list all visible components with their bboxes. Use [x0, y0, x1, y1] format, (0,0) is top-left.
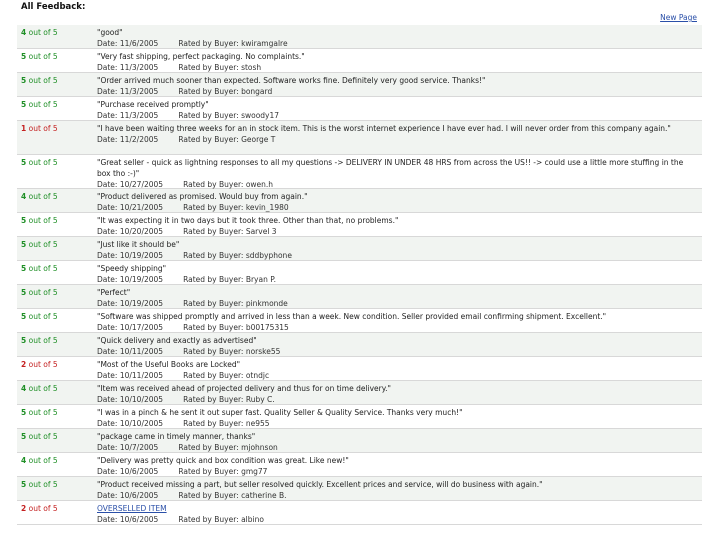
feedback-row — [17, 261, 702, 285]
rating-cell — [17, 309, 97, 332]
rated-by-label: Rated by Buyer: — [178, 467, 239, 476]
feedback-date: 11/3/2005 — [119, 111, 159, 120]
rated-by-label: Rated by Buyer: — [183, 347, 244, 356]
rating-cell — [17, 405, 97, 428]
feedback-row — [17, 453, 702, 477]
rating-suffix: out of 5 — [28, 192, 58, 201]
feedback-row — [17, 121, 702, 155]
feedback-date: 10/10/2005 — [119, 395, 164, 404]
rated-by-label: Rated by Buyer: — [178, 135, 239, 144]
feedback-comment: "It was expecting it in two days but it took three. Other than that, no problems." — [97, 216, 399, 225]
feedback-meta — [97, 38, 698, 49]
feedback-meta — [97, 298, 698, 309]
feedback-row — [17, 501, 702, 525]
feedback-row — [17, 357, 702, 381]
feedback-comment: "package came in timely manner, thanks" — [97, 432, 256, 441]
rated-by-label: Rated by Buyer: — [183, 275, 244, 284]
rating-suffix: out of 5 — [28, 408, 58, 417]
rating-value: 5 — [21, 336, 27, 345]
buyer-name: b00175315 — [245, 323, 289, 332]
rated-by-label: Rated by Buyer: — [183, 203, 244, 212]
rating-suffix: out of 5 — [28, 264, 58, 273]
rating-cell — [17, 285, 97, 308]
rating-value: 1 — [21, 124, 27, 133]
rated-by-label: Rated by Buyer: — [178, 87, 239, 96]
feedback-body — [97, 213, 702, 236]
date-label: Date: — [97, 251, 118, 260]
date-label: Date: — [97, 111, 118, 120]
rating-cell — [17, 237, 97, 260]
rating-cell — [17, 501, 97, 524]
rating-value: 2 — [21, 360, 27, 369]
feedback-meta — [97, 86, 698, 97]
feedback-date: 10/20/2005 — [119, 227, 164, 236]
page-title: All Feedback: — [21, 2, 86, 12]
feedback-row — [17, 285, 702, 309]
buyer-name: sddbyphone — [245, 251, 292, 260]
feedback-body — [97, 121, 702, 154]
date-label: Date: — [97, 63, 118, 72]
feedback-body — [97, 357, 702, 380]
rating-cell — [17, 453, 97, 476]
feedback-meta — [97, 110, 698, 121]
rating-suffix: out of 5 — [28, 28, 58, 37]
feedback-meta — [97, 322, 698, 333]
feedback-comment: "I was in a pinch & he sent it out super fast. Quality Seller & Quality Service. Thanks very much!" — [97, 408, 463, 417]
feedback-body — [97, 453, 702, 476]
date-label: Date: — [97, 180, 118, 189]
rating-suffix: out of 5 — [28, 456, 58, 465]
rating-value: 5 — [21, 216, 27, 225]
rating-suffix: out of 5 — [28, 76, 58, 85]
buyer-name: stosh — [241, 63, 262, 72]
feedback-date: 10/6/2005 — [119, 491, 159, 500]
date-label: Date: — [97, 347, 118, 356]
rating-suffix: out of 5 — [28, 480, 58, 489]
feedback-row — [17, 477, 702, 501]
feedback-body — [97, 405, 702, 428]
feedback-comment: "Great seller - quick as lightning responses to all my questions -> DELIVERY IN UNDER 48 HRS from across the US!! -> could use a little more stuffing in the box tho :-)" — [97, 158, 684, 178]
rating-value: 4 — [21, 192, 27, 201]
date-label: Date: — [97, 135, 118, 144]
feedback-comment: "good" — [97, 28, 123, 37]
date-label: Date: — [97, 443, 118, 452]
feedback-meta — [97, 394, 698, 405]
feedback-meta — [97, 346, 698, 357]
date-label: Date: — [97, 275, 118, 284]
feedback-comment: "Product received missing a part, but seller resolved quickly. Excellent prices and service, will do business with again." — [97, 480, 543, 489]
buyer-name: swoody17 — [241, 111, 280, 120]
rating-cell — [17, 357, 97, 380]
rating-suffix: out of 5 — [28, 52, 58, 61]
date-label: Date: — [97, 371, 118, 380]
rating-cell — [17, 477, 97, 500]
feedback-body — [97, 237, 702, 260]
feedback-date: 11/2/2005 — [119, 135, 159, 144]
date-label: Date: — [97, 227, 118, 236]
feedback-body — [97, 429, 702, 452]
rating-value: 5 — [21, 432, 27, 441]
feedback-row — [17, 405, 702, 429]
buyer-name: bongard — [241, 87, 273, 96]
rating-value: 4 — [21, 456, 27, 465]
feedback-date: 10/19/2005 — [119, 251, 164, 260]
feedback-body — [97, 155, 702, 188]
rated-by-label: Rated by Buyer: — [183, 323, 244, 332]
buyer-name: Sarvel 3 — [245, 227, 277, 236]
rating-value: 5 — [21, 100, 27, 109]
date-label: Date: — [97, 467, 118, 476]
rating-suffix: out of 5 — [28, 432, 58, 441]
feedback-body — [97, 309, 702, 332]
rating-value: 2 — [21, 504, 27, 513]
feedback-body — [97, 333, 702, 356]
rating-cell — [17, 49, 97, 72]
feedback-list — [17, 25, 702, 525]
buyer-name: kevin_1980 — [245, 203, 289, 212]
rating-value: 5 — [21, 264, 27, 273]
buyer-name: kwiramgalre — [241, 39, 288, 48]
feedback-date: 11/3/2005 — [119, 63, 159, 72]
buyer-name: catherine B. — [241, 491, 287, 500]
feedback-row — [17, 333, 702, 357]
date-label: Date: — [97, 87, 118, 96]
feedback-comment: "Product delivered as promised. Would buy from again." — [97, 192, 308, 201]
feedback-row — [17, 213, 702, 237]
rated-by-label: Rated by Buyer: — [183, 299, 244, 308]
date-label: Date: — [97, 323, 118, 332]
feedback-comment: "Delivery was pretty quick and box condition was great. Like new!" — [97, 456, 349, 465]
feedback-comment: "I have been waiting three weeks for an in stock item. This is the worst internet experience I have ever had. I will never order from this company again." — [97, 124, 671, 133]
rating-suffix: out of 5 — [28, 288, 58, 297]
feedback-body — [97, 501, 702, 524]
feedback-date: 10/19/2005 — [119, 299, 164, 308]
feedback-comment: "Order arrived much sooner than expected. Software works fine. Definitely very good service. Thanks!" — [97, 76, 486, 85]
rating-cell — [17, 25, 97, 48]
date-label: Date: — [97, 299, 118, 308]
feedback-row — [17, 309, 702, 333]
rating-cell — [17, 189, 97, 212]
rating-value: 5 — [21, 480, 27, 489]
rating-value: 5 — [21, 76, 27, 85]
feedback-date: 10/6/2005 — [119, 467, 159, 476]
feedback-meta — [97, 274, 698, 285]
feedback-date: 10/11/2005 — [119, 371, 164, 380]
feedback-body — [97, 261, 702, 284]
rating-value: 4 — [21, 28, 27, 37]
rating-cell — [17, 381, 97, 404]
feedback-body — [97, 477, 702, 500]
date-label: Date: — [97, 395, 118, 404]
feedback-comment: "Quick delivery and exactly as advertised" — [97, 336, 257, 345]
rating-cell — [17, 121, 97, 154]
buyer-name: Ruby C. — [245, 395, 275, 404]
rating-suffix: out of 5 — [28, 240, 58, 249]
rated-by-label: Rated by Buyer: — [183, 371, 244, 380]
buyer-name: owen.h — [245, 180, 274, 189]
feedback-body — [97, 97, 702, 120]
feedback-comment: "Software was shipped promptly and arrived in less than a week. New condition. Seller provided email confirming shipment. Excellent." — [97, 312, 607, 321]
buyer-name: albino — [241, 515, 264, 524]
feedback-date: 10/6/2005 — [119, 515, 159, 524]
buyer-name: gmg77 — [241, 467, 268, 476]
buyer-name: pinkmonde — [245, 299, 288, 308]
feedback-date: 10/27/2005 — [119, 180, 164, 189]
feedback-date: 10/10/2005 — [119, 419, 164, 428]
feedback-date: 11/6/2005 — [119, 39, 159, 48]
feedback-row — [17, 73, 702, 97]
rated-by-label: Rated by Buyer: — [183, 227, 244, 236]
feedback-meta — [97, 250, 698, 261]
feedback-body — [97, 285, 702, 308]
feedback-comment: "Item was received ahead of projected delivery and thus for on time delivery." — [97, 384, 391, 393]
rated-by-label: Rated by Buyer: — [183, 395, 244, 404]
feedback-comment: "Perfect" — [97, 288, 131, 297]
buyer-name: otndjc — [245, 371, 270, 380]
date-label: Date: — [97, 491, 118, 500]
feedback-comment: "Very fast shipping, perfect packaging. No complaints." — [97, 52, 305, 61]
rating-suffix: out of 5 — [28, 384, 58, 393]
buyer-name: mjohnson — [241, 443, 278, 452]
buyer-name: norske55 — [245, 347, 281, 356]
feedback-body — [97, 25, 702, 48]
feedback-row — [17, 381, 702, 405]
rated-by-label: Rated by Buyer: — [178, 39, 239, 48]
feedback-comment: "Purchase received promptly" — [97, 100, 209, 109]
date-label: Date: — [97, 203, 118, 212]
rating-value: 5 — [21, 288, 27, 297]
feedback-row — [17, 49, 702, 73]
rating-cell — [17, 429, 97, 452]
rating-suffix: out of 5 — [28, 124, 58, 133]
rating-cell — [17, 333, 97, 356]
rating-suffix: out of 5 — [28, 216, 58, 225]
rated-by-label: Rated by Buyer: — [178, 63, 239, 72]
feedback-date: 11/3/2005 — [119, 87, 159, 96]
rating-value: 5 — [21, 240, 27, 249]
rating-value: 4 — [21, 384, 27, 393]
buyer-name: George T — [241, 135, 276, 144]
rating-suffix: out of 5 — [28, 158, 58, 167]
feedback-meta — [97, 370, 698, 381]
feedback-comment: "Most of the Useful Books are Locked" — [97, 360, 241, 369]
feedback-body — [97, 73, 702, 96]
feedback-row — [17, 189, 702, 213]
feedback-date: 10/21/2005 — [119, 203, 164, 212]
feedback-date: 10/17/2005 — [119, 323, 164, 332]
feedback-comment[interactable]: OVERSELLED ITEM — [97, 504, 167, 513]
rating-suffix: out of 5 — [28, 360, 58, 369]
feedback-meta — [97, 418, 698, 429]
rating-cell — [17, 213, 97, 236]
feedback-date: 10/7/2005 — [119, 443, 159, 452]
feedback-meta — [97, 442, 698, 453]
feedback-body — [97, 49, 702, 72]
rating-suffix: out of 5 — [28, 100, 58, 109]
rated-by-label: Rated by Buyer: — [183, 180, 244, 189]
feedback-meta — [97, 490, 698, 501]
date-label: Date: — [97, 39, 118, 48]
feedback-row — [17, 25, 702, 49]
new-page-link[interactable]: New Page — [660, 13, 697, 22]
feedback-meta — [97, 226, 698, 237]
feedback-comment: "Speedy shipping" — [97, 264, 167, 273]
rating-cell — [17, 261, 97, 284]
feedback-meta — [97, 202, 698, 213]
rated-by-label: Rated by Buyer: — [178, 515, 239, 524]
feedback-meta — [97, 134, 698, 145]
rating-cell — [17, 73, 97, 96]
feedback-meta — [97, 62, 698, 73]
rating-suffix: out of 5 — [28, 504, 58, 513]
feedback-body — [97, 381, 702, 404]
date-label: Date: — [97, 515, 118, 524]
rating-value: 5 — [21, 312, 27, 321]
rated-by-label: Rated by Buyer: — [178, 491, 239, 500]
buyer-name: ne955 — [245, 419, 270, 428]
feedback-row — [17, 429, 702, 453]
rating-cell — [17, 155, 97, 188]
feedback-comment: "Just like it should be" — [97, 240, 180, 249]
rating-suffix: out of 5 — [28, 312, 58, 321]
rated-by-label: Rated by Buyer: — [183, 251, 244, 260]
feedback-body — [97, 189, 702, 212]
feedback-row — [17, 155, 702, 189]
feedback-date: 10/19/2005 — [119, 275, 164, 284]
buyer-name: Bryan P. — [245, 275, 276, 284]
rating-value: 5 — [21, 158, 27, 167]
rating-value: 5 — [21, 408, 27, 417]
feedback-meta — [97, 514, 698, 525]
rated-by-label: Rated by Buyer: — [178, 111, 239, 120]
date-label: Date: — [97, 419, 118, 428]
rating-value: 5 — [21, 52, 27, 61]
feedback-date: 10/11/2005 — [119, 347, 164, 356]
feedback-meta — [97, 466, 698, 477]
feedback-row — [17, 237, 702, 261]
rated-by-label: Rated by Buyer: — [183, 419, 244, 428]
rating-cell — [17, 97, 97, 120]
feedback-row — [17, 97, 702, 121]
rating-suffix: out of 5 — [28, 336, 58, 345]
rated-by-label: Rated by Buyer: — [178, 443, 239, 452]
